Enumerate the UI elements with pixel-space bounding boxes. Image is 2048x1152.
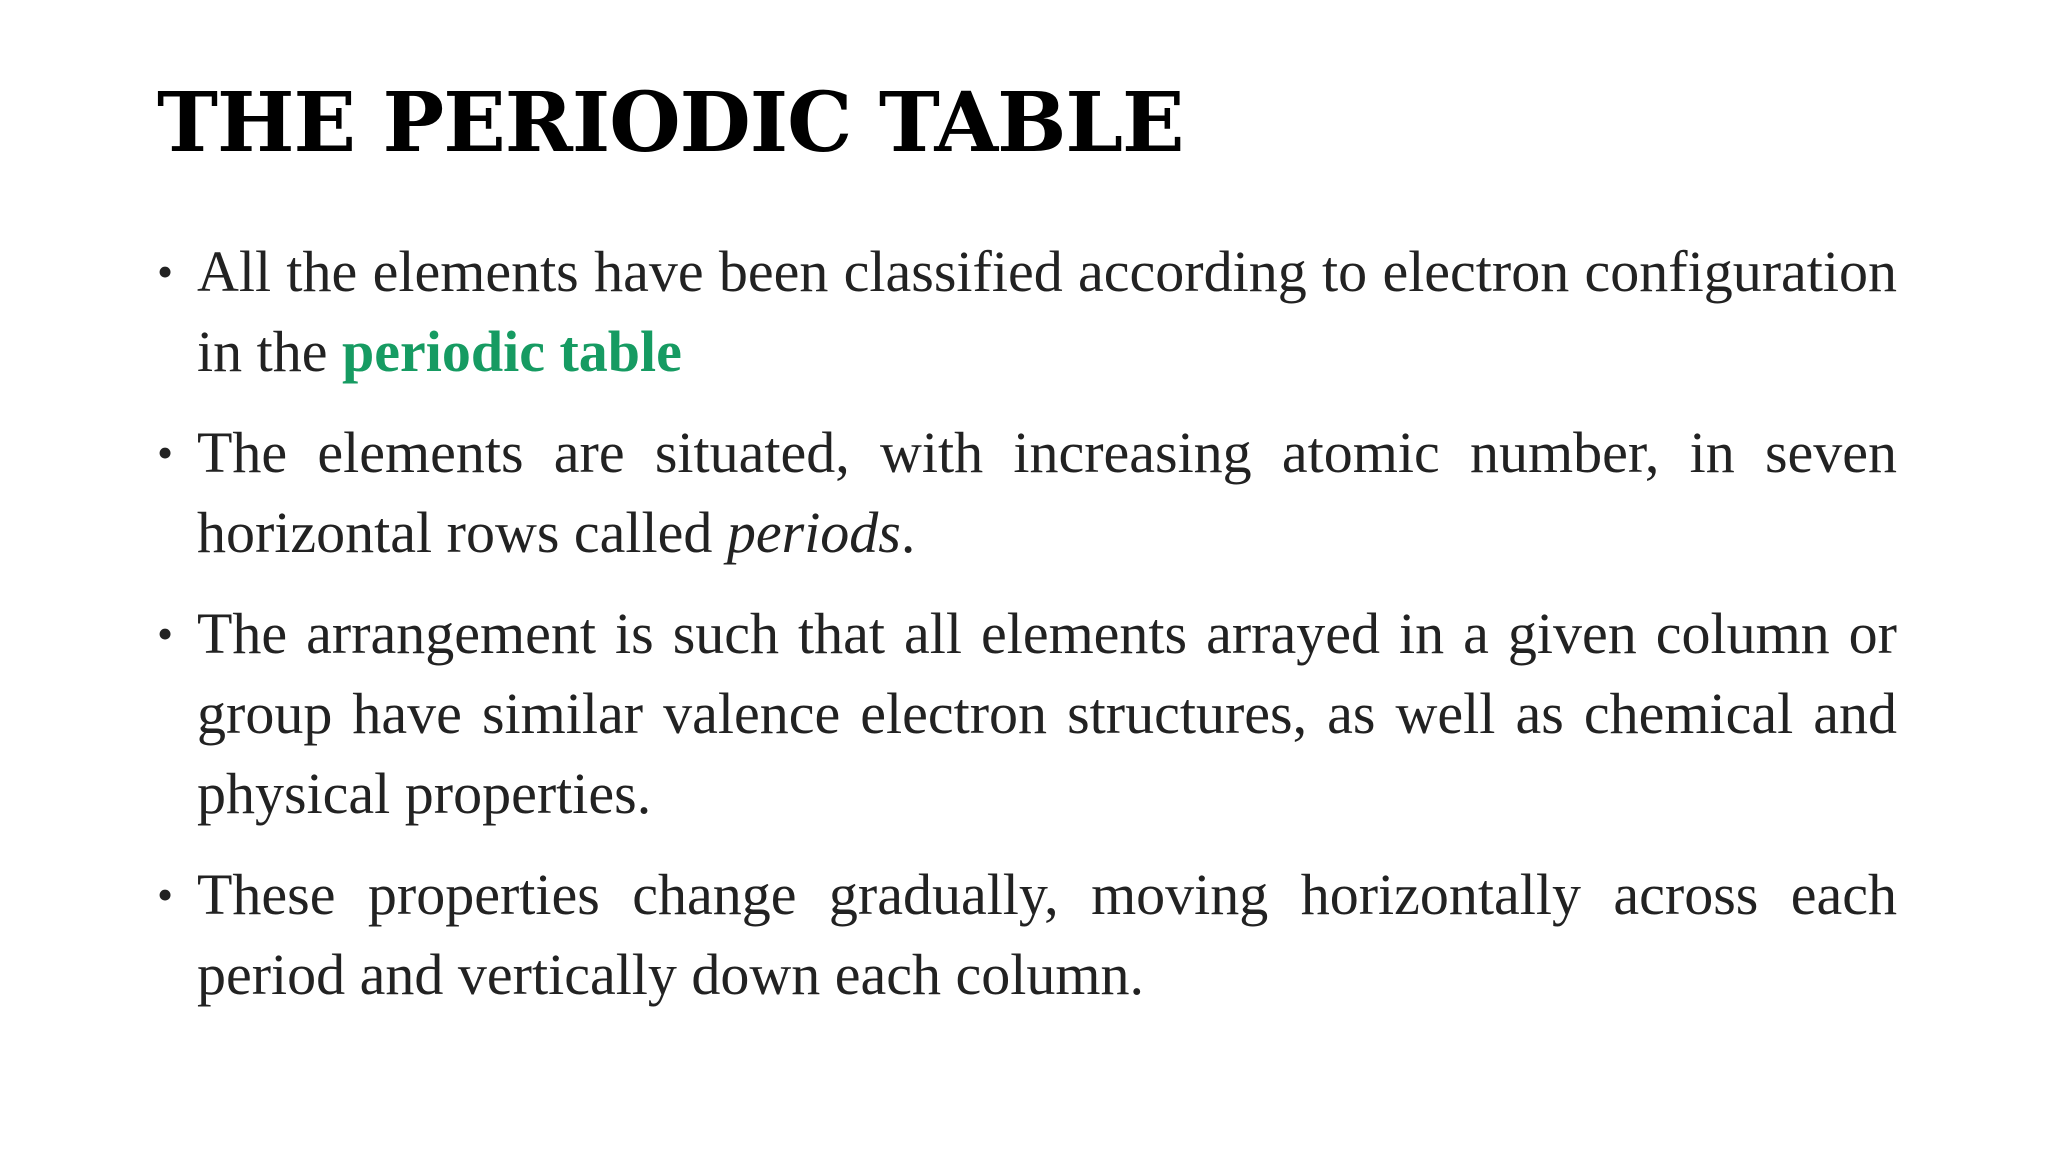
bullet-text: The arrangement is such that all elements arrayed in a given column or group have similar valence electron structures, as well as chemical and physical properties. (197, 601, 1897, 826)
bullet-list (157, 232, 1897, 1036)
bullet-text: These properties change gradually, moving horizontally across each period and vertically down each column. (197, 862, 1897, 1007)
italic-term: periods (726, 500, 901, 565)
slide-title: THE PERIODIC TABLE (157, 75, 1184, 171)
bullet-icon: • (157, 608, 174, 659)
bullet-icon: • (157, 246, 174, 297)
bullet-text-end: . (900, 500, 916, 565)
bullet-item (157, 855, 1897, 1015)
bullet-icon: • (157, 427, 174, 478)
highlight-term: periodic table (341, 319, 682, 384)
bullet-text: All the elements have been classified according to electron configuration in the (197, 239, 1897, 384)
bullet-item (157, 594, 1897, 834)
bullet-item (157, 232, 1897, 392)
bullet-item (157, 413, 1897, 573)
bullet-text: The elements are situated, with increasing atomic number, in seven horizontal rows called (197, 420, 1897, 565)
bullet-icon: • (157, 869, 174, 920)
